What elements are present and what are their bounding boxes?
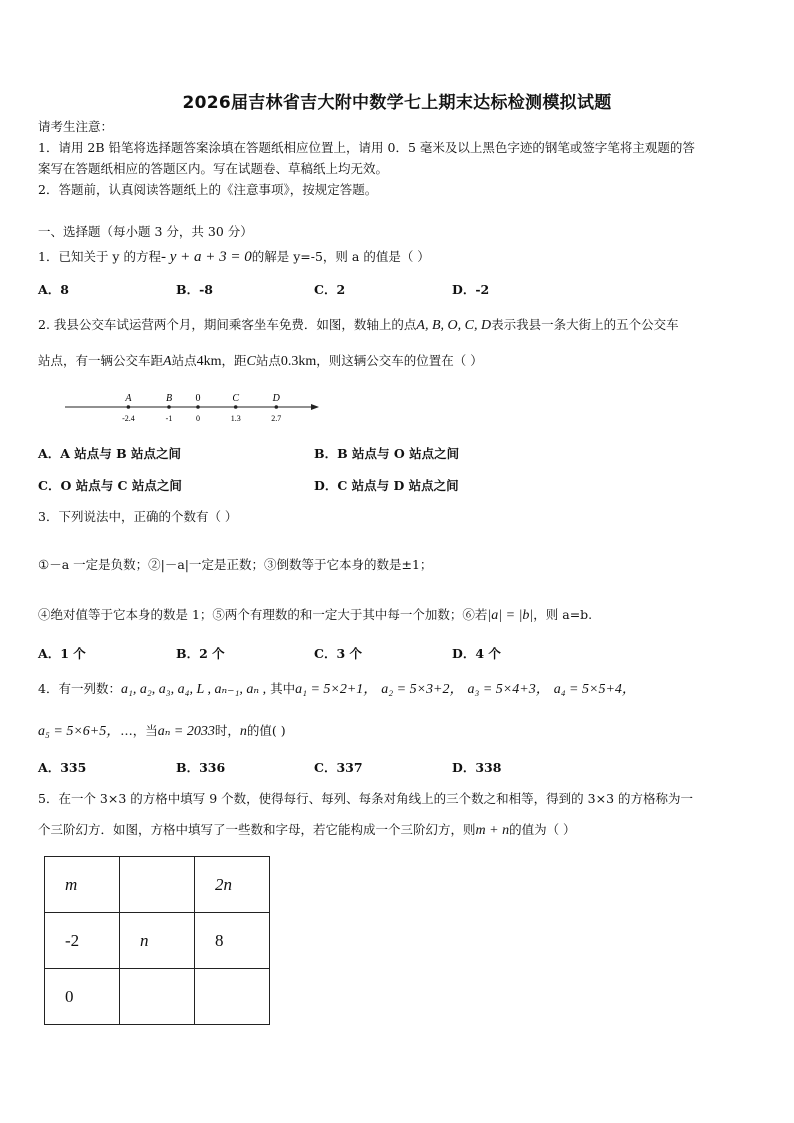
grid-row [45,857,270,913]
q3-statement-line-2 [38,606,592,625]
q2-text-e: ，距 [221,353,247,368]
question-2-line-1 [38,316,679,335]
grid-row [45,969,270,1025]
q2-option-b[interactable]: B．B 站点与 O 站点之间 [314,446,460,461]
q4-tail: 时， [214,723,240,738]
q4-eq-5: a₅ = 5×6+5， [38,724,121,739]
question-1-stem [38,248,430,266]
number-line-value: 2.7 [271,414,282,423]
q1-pre: 1．已知关于 y 的方程 [38,249,161,264]
question-2-line-2 [38,352,483,371]
q3-option-b[interactable]: B．2 个 [176,646,225,661]
number-line-point [127,405,131,409]
grid-cell [120,969,195,1025]
q2-distance-2: 0.3km [280,354,317,369]
q2-option-a[interactable]: A．A 站点与 B 站点之间 [38,446,182,461]
q3-option-d[interactable]: D．4 个 [452,646,501,661]
notice-heading: 请考生注意： [38,119,114,134]
q4-option-a[interactable]: A．335 [38,760,87,775]
question-4-line-2 [38,722,286,741]
q5-line2-post: 的值为（ ） [509,822,576,837]
q3-statement-line-1: ①－a 一定是负数；②|－a|一定是正数；③倒数等于它本身的数是±1； [38,557,433,572]
q2-distance-1: 4km [196,354,222,369]
page-title: 2026届吉林省吉大附中数学七上期末达标检测模拟试题 [182,93,612,113]
q4-eq-4: a₄ = 5×5+4， [553,682,636,697]
grid-cell: 2n [195,857,270,913]
q1-option-a[interactable]: A．8 [38,282,69,297]
number-line-letter: A [125,393,132,404]
q2-points: A, B, O, C, D [416,318,492,333]
q3-line2-post: ，则 a=b. [533,607,593,622]
q1-option-c[interactable]: C．2 [314,282,346,297]
magic-square-grid [44,856,270,1025]
q4-pre: 4．有一列数： [38,681,121,696]
notice-item-1b: 案写在答题纸相应的答题区内。写在试题卷、草稿纸上均无效。 [38,161,389,176]
q1-formula: - y + a + 3 = 0 [160,249,252,265]
grid-cell: 0 [45,969,120,1025]
section-heading: 一、选择题（每小题 3 分，共 30 分） [38,224,253,239]
q5-line2-pre: 个三阶幻方．如图，方格中填写了一些数和字母，若它能构成一个三阶幻方，则 [38,822,476,837]
q2-text-g: 站点 [255,353,281,368]
q4-end: 的值( ) [246,723,286,738]
number-line-value: -2.4 [122,414,135,423]
number-line-letter: C [232,393,240,404]
q4-sequence: a₁, a₂, a₃, a₄, L , aₙ₋₁, aₙ , [120,682,267,697]
q4-option-b[interactable]: B．336 [176,760,226,775]
q2-point-c: C [246,354,256,369]
notice-item-1a: 1．请用 2B 铅笔将选择题答案涂填在答题纸相应位置上，请用 0．5 毫米及以上黑色字迹的钢笔或签字笔将主观题的答 [38,140,695,155]
q3-option-c[interactable]: C．3 个 [314,646,362,661]
q4-eq-1: a₁ = 5×2+1， [295,682,378,697]
q2-text-c: 站点 [171,353,197,368]
q2-line1-post: 表示我县一条大街上的五个公交车 [491,317,679,332]
number-line-letter: 0 [195,393,201,404]
grid-cell [195,969,270,1025]
grid-cell: -2 [45,913,120,969]
q4-option-d[interactable]: D．338 [452,760,502,775]
number-line-letter: D [272,393,280,404]
grid-cell: 8 [195,913,270,969]
q1-option-d[interactable]: D．-2 [452,282,490,297]
q4-condition: aₙ = 2033 [157,724,215,739]
q5-formula: m + n [475,823,510,838]
q3-formula: |a| = |b| [487,608,534,623]
q4-ellipsis: …，当 [120,723,158,738]
question-3-stem: 3．下列说法中，正确的个数有（ ） [38,509,238,524]
q3-option-a[interactable]: A．1 个 [38,646,86,661]
q1-option-b[interactable]: B．-8 [176,282,213,297]
number-line-point [196,405,200,409]
number-line-letter: B [165,393,173,404]
q4-option-c[interactable]: C．337 [314,760,363,775]
number-line-value: -1 [165,414,173,423]
q2-text-i: ，则这辆公交车的位置在（ ） [316,353,483,368]
number-line-value: 0 [196,414,200,423]
q4-n: n [239,724,247,739]
q2-text-a: 站点，有一辆公交车距 [38,353,164,368]
grid-row [45,913,270,969]
number-line-point [167,405,171,409]
question-4-line-1 [38,680,636,699]
notice-item-2: 2．答题前，认真阅读答题纸上的《注意事项》，按规定答题。 [38,182,378,197]
q3-line2-pre: ④绝对值等于它本身的数是 1；⑤两个有理数的和一定大于其中每一个加数；⑥若 [38,607,488,622]
number-line-point [275,405,279,409]
q2-option-d[interactable]: D．C 站点与 D 站点之间 [314,478,459,493]
q2-option-c[interactable]: C．O 站点与 C 站点之间 [38,478,182,493]
number-line-figure [60,388,330,430]
q2-point-a: A [163,354,172,369]
question-5-line-1: 5．在一个 3×3 的方格中填写 9 个数，使得每行、每列、每条对角线上的三个数之和相等，得到的 3×3 的方格称为一 [38,791,694,806]
number-line-value: 1.3 [230,414,241,423]
q4-eq-2: a₂ = 5×3+2， [381,682,464,697]
q2-line1-pre: 2. 我县公交车试运营两个月，期间乘客坐车免费．如图，数轴上的点 [38,317,417,332]
question-5-line-2 [38,821,576,840]
number-line-point [234,405,238,409]
q4-eq-3: a₃ = 5×4+3， [467,682,550,697]
q1-post: 的解是 y=-5，则 a 的值是（ ） [251,249,430,264]
grid-cell: m [45,857,120,913]
q4-mid: 其中 [270,681,296,696]
grid-cell [120,857,195,913]
grid-cell: n [120,913,195,969]
